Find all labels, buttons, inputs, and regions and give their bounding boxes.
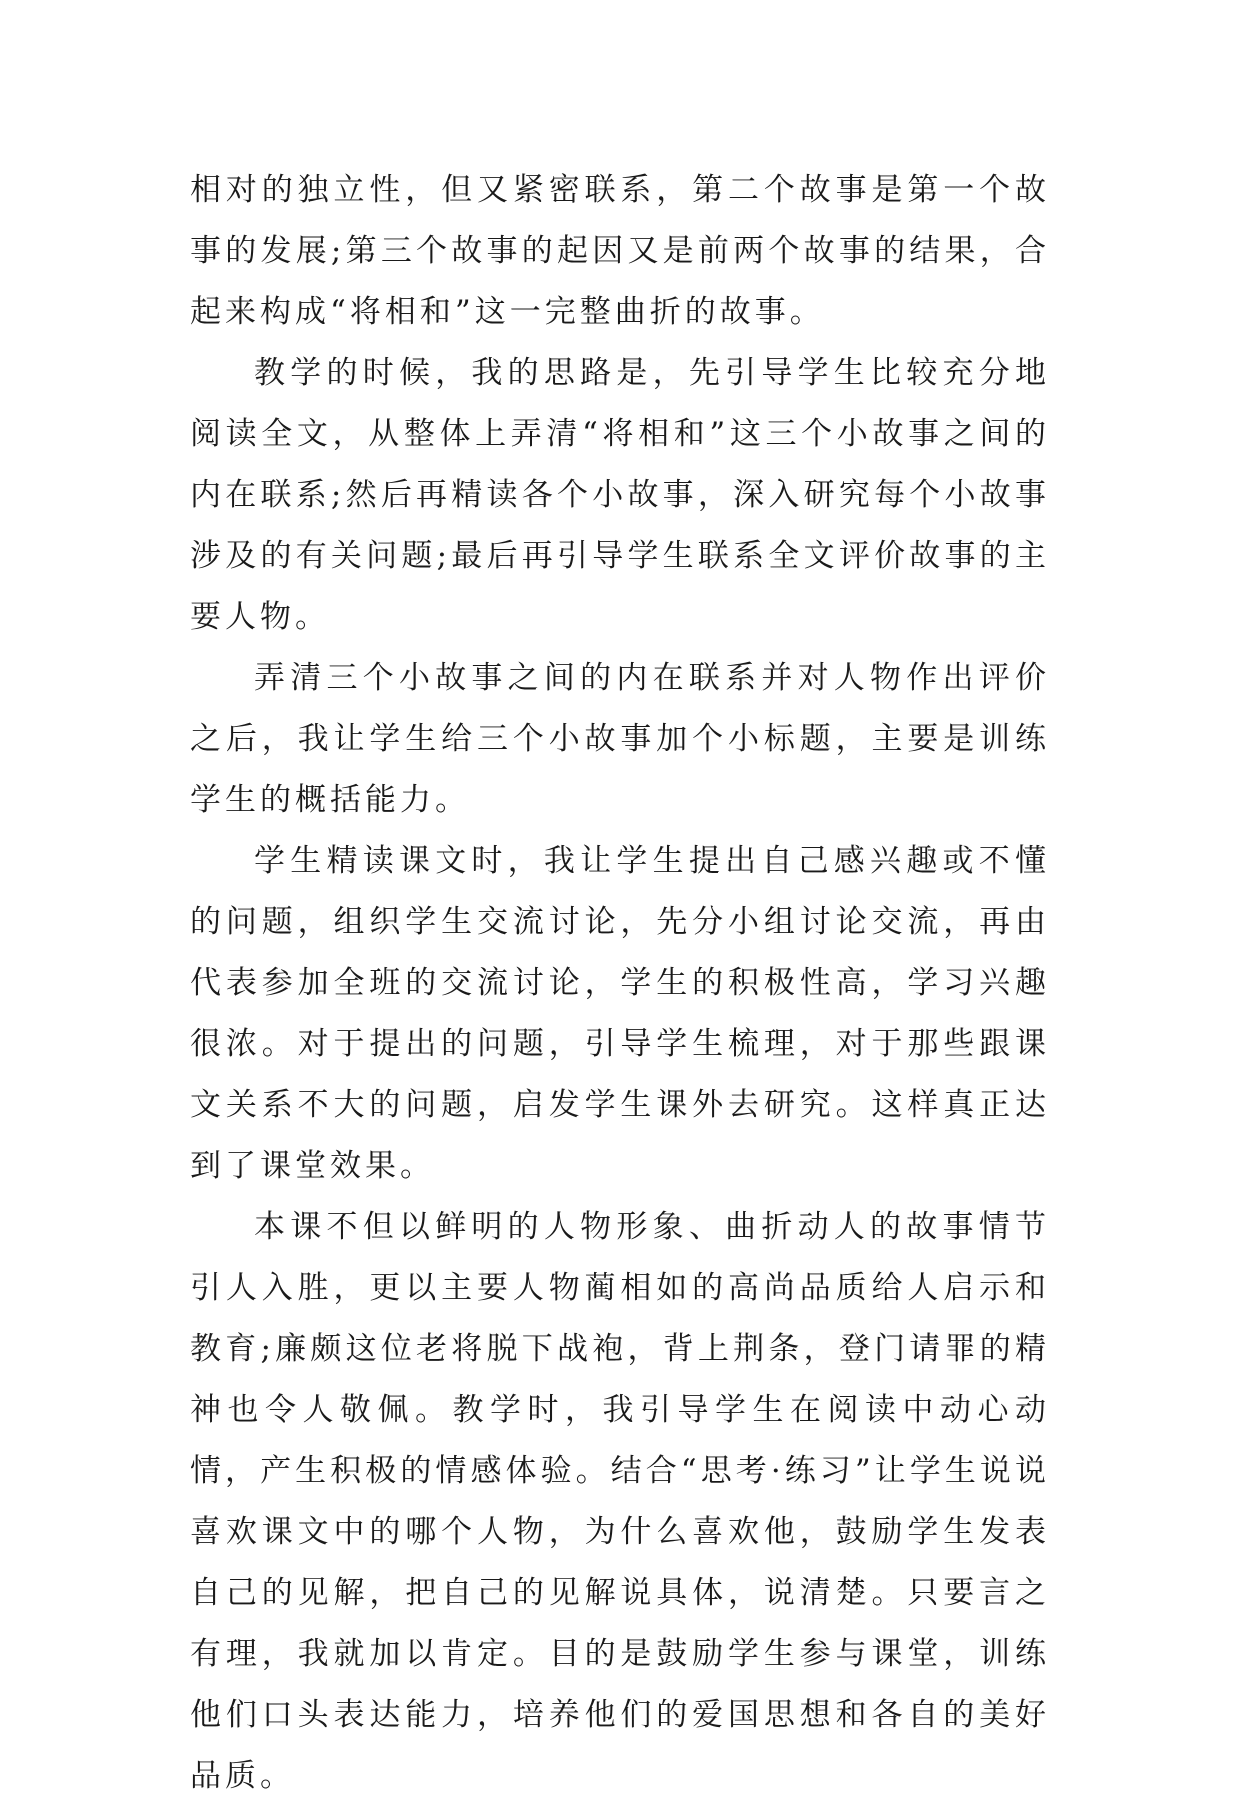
document-body	[190, 160, 1050, 1807]
paragraph-subtitles: 弄清三个小故事之间的内在联系并对人物作出评价之后，我让学生给三个小故事加个小标题，主要是训练学生的概括能力。	[190, 660, 1050, 818]
paragraph-discussion: 学生精读课文时，我让学生提出自己感兴趣或不懂的问题，组织学生交流讨论，先分小组讨论交流，再由代表参加全班的交流讨论，学生的积极性高，学习兴趣很浓。对于提出的问题，引导学生梳理，对于那些跟课文关系不大的问题，启发学生课外去研究。这样真正达到了课堂效果。	[190, 843, 1050, 1184]
paragraph-teaching-approach: 教学的时候，我的思路是，先引导学生比较充分地阅读全文，从整体上弄清“将相和”这三个小故事之间的内在联系;然后再精读各个小故事，深入研究每个小故事涉及的有关问题;最后再引导学生联系全文评价故事的主要人物。	[190, 355, 1050, 635]
paragraph-continuation: 相对的独立性，但又紧密联系，第二个故事是第一个故事的发展;第三个故事的起因又是前两个故事的结果，合起来构成“将相和”这一完整曲折的故事。	[190, 172, 1050, 330]
paragraph-characters: 本课不但以鲜明的人物形象、曲折动人的故事情节引人入胜，更以主要人物蔺相如的高尚品质给人启示和教育;廉颇这位老将脱下战袍，背上荆条，登门请罪的精神也令人敬佩。教学时，我引导学生在阅读中动心动情，产生积极的情感体验。结合“思考·练习”让学生说说喜欢课文中的哪个人物，为什么喜欢他，鼓励学生发表自己的见解，把自己的见解说具体，说清楚。只要言之有理，我就加以肯定。目的是鼓励学生参与课堂，训练他们口头表达能力，培养他们的爱国思想和各自的美好品质。	[190, 1209, 1050, 1794]
